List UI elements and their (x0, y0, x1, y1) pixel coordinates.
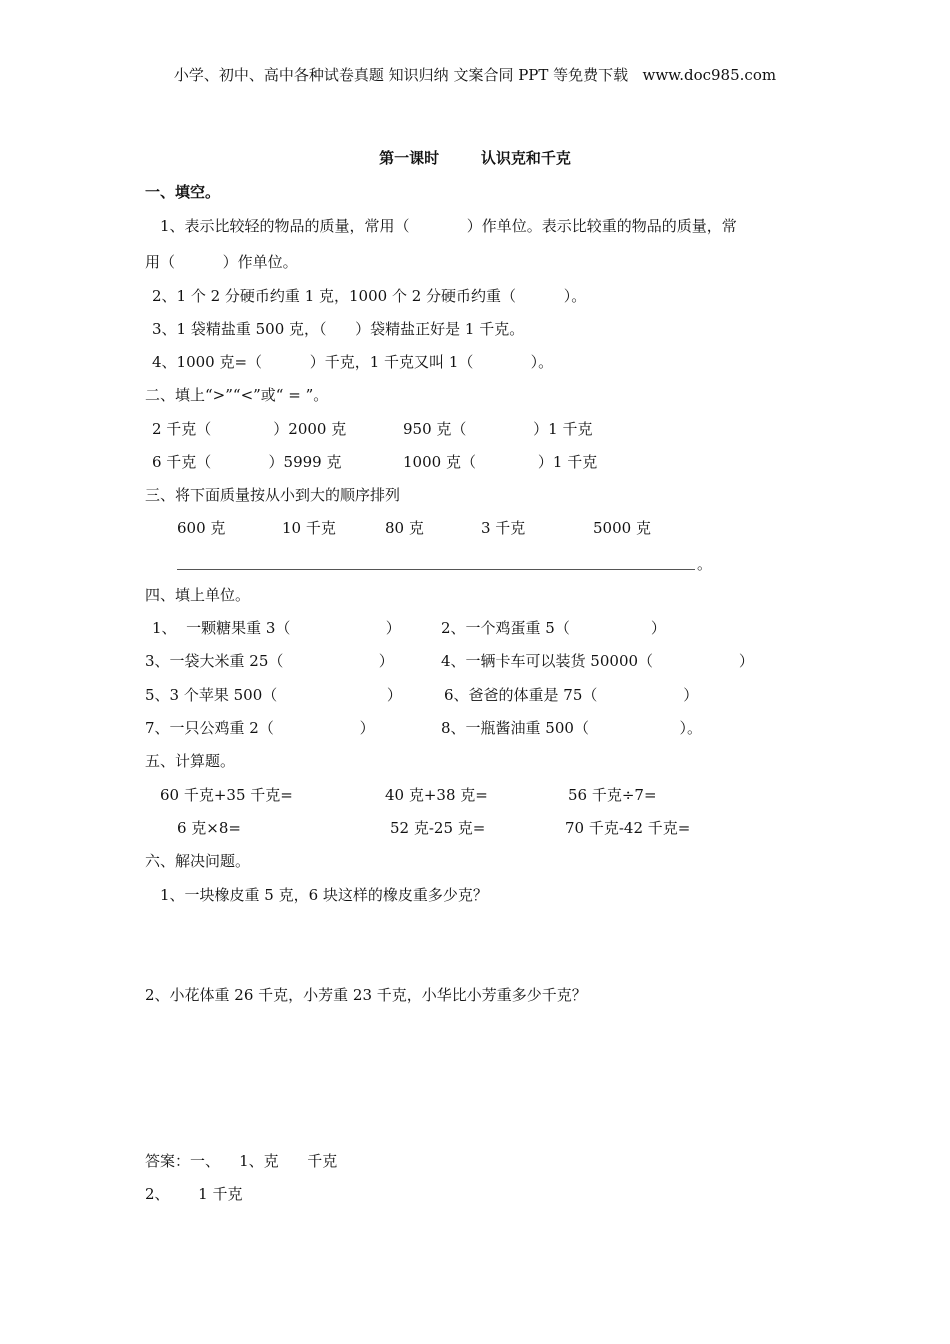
s3-answer-line[interactable] (177, 569, 695, 570)
s3-item: 80 克 (385, 519, 424, 537)
s1-question-3: 3、1 袋精盐重 500 克，（ ）袋精盐正好是 1 千克。 (152, 320, 525, 338)
s4-question-5: 5、3 个苹果 500（ ） (145, 686, 402, 704)
page-header: 小学、初中、高中各种试卷真题 知识归纳 文案合同 PPT 等免费下载 www.doc985.com (173, 66, 777, 84)
s4-question-3: 3、一袋大米重 25（ ） (145, 652, 394, 670)
s2-row2-col2: 1000 克（ ）1 千克 (403, 453, 598, 471)
answers-line-1: 答案：一、 1、克 千克 (145, 1152, 338, 1170)
s4-question-2: 2、一个鸡蛋重 5（ ） (441, 619, 666, 637)
s4-question-8: 8、一瓶酱油重 500（ ）。 (441, 719, 703, 737)
s4-question-4: 4、一辆卡车可以装货 50000（ ） (441, 652, 754, 670)
s4-question-7: 7、一只公鸡重 2（ ） (145, 719, 375, 737)
s3-item: 3 千克 (481, 519, 526, 537)
s3-end-mark: 。 (697, 555, 713, 573)
s5-calc-2: 40 克+38 克= (385, 786, 488, 804)
s1-question-1b: 用（ ）作单位。 (145, 253, 298, 271)
section-6-heading: 六、解决问题。 (145, 852, 251, 870)
s1-question-1a: 1、表示比较轻的物品的质量，常用（ ）作单位。表示比较重的物品的质量，常 (160, 217, 737, 235)
s6-problem-2: 2、小花体重 26 千克，小芳重 23 千克，小华比小芳重多少千克？ (145, 986, 587, 1004)
s2-row1-col1: 2 千克（ ）2000 克 (152, 420, 347, 438)
s1-question-2: 2、1 个 2 分硬币约重 1 克，1000 个 2 分硬币约重（ ）。 (152, 287, 587, 305)
s3-item: 600 克 (177, 519, 226, 537)
section-3-heading: 三、将下面质量按从小到大的顺序排列 (145, 486, 401, 504)
section-4-heading: 四、填上单位。 (145, 586, 251, 604)
s5-calc-3: 56 千克÷7= (568, 786, 657, 804)
s5-calc-1: 60 千克+35 千克= (160, 786, 293, 804)
s2-row2-col1: 6 千克（ ）5999 克 (152, 453, 342, 471)
s3-item: 5000 克 (593, 519, 651, 537)
s5-calc-6: 70 千克-42 千克= (565, 819, 691, 837)
section-5-heading: 五、计算题。 (145, 752, 236, 770)
s3-item: 10 千克 (282, 519, 336, 537)
lesson-title: 第一课时 认识克和千克 (379, 149, 571, 167)
s6-problem-1: 1、一块橡皮重 5 克，6 块这样的橡皮重多少克？ (160, 886, 488, 904)
answers-line-2: 2、 1 千克 (145, 1185, 243, 1203)
s4-question-1: 1、 一颗糖果重 3（ ） (152, 619, 401, 637)
s5-calc-5: 52 克-25 克= (390, 819, 486, 837)
s4-question-6: 6、爸爸的体重是 75（ ） (444, 686, 699, 704)
section-1-heading: 一、填空。 (145, 183, 221, 201)
s2-row1-col2: 950 克（ ）1 千克 (403, 420, 593, 438)
section-2-heading: 二、填上“>”“<”或“ = ”。 (145, 386, 329, 404)
s5-calc-4: 6 克×8= (177, 819, 241, 837)
s1-question-4: 4、1000 克=（ ）千克，1 千克又叫 1（ ）。 (152, 353, 554, 371)
